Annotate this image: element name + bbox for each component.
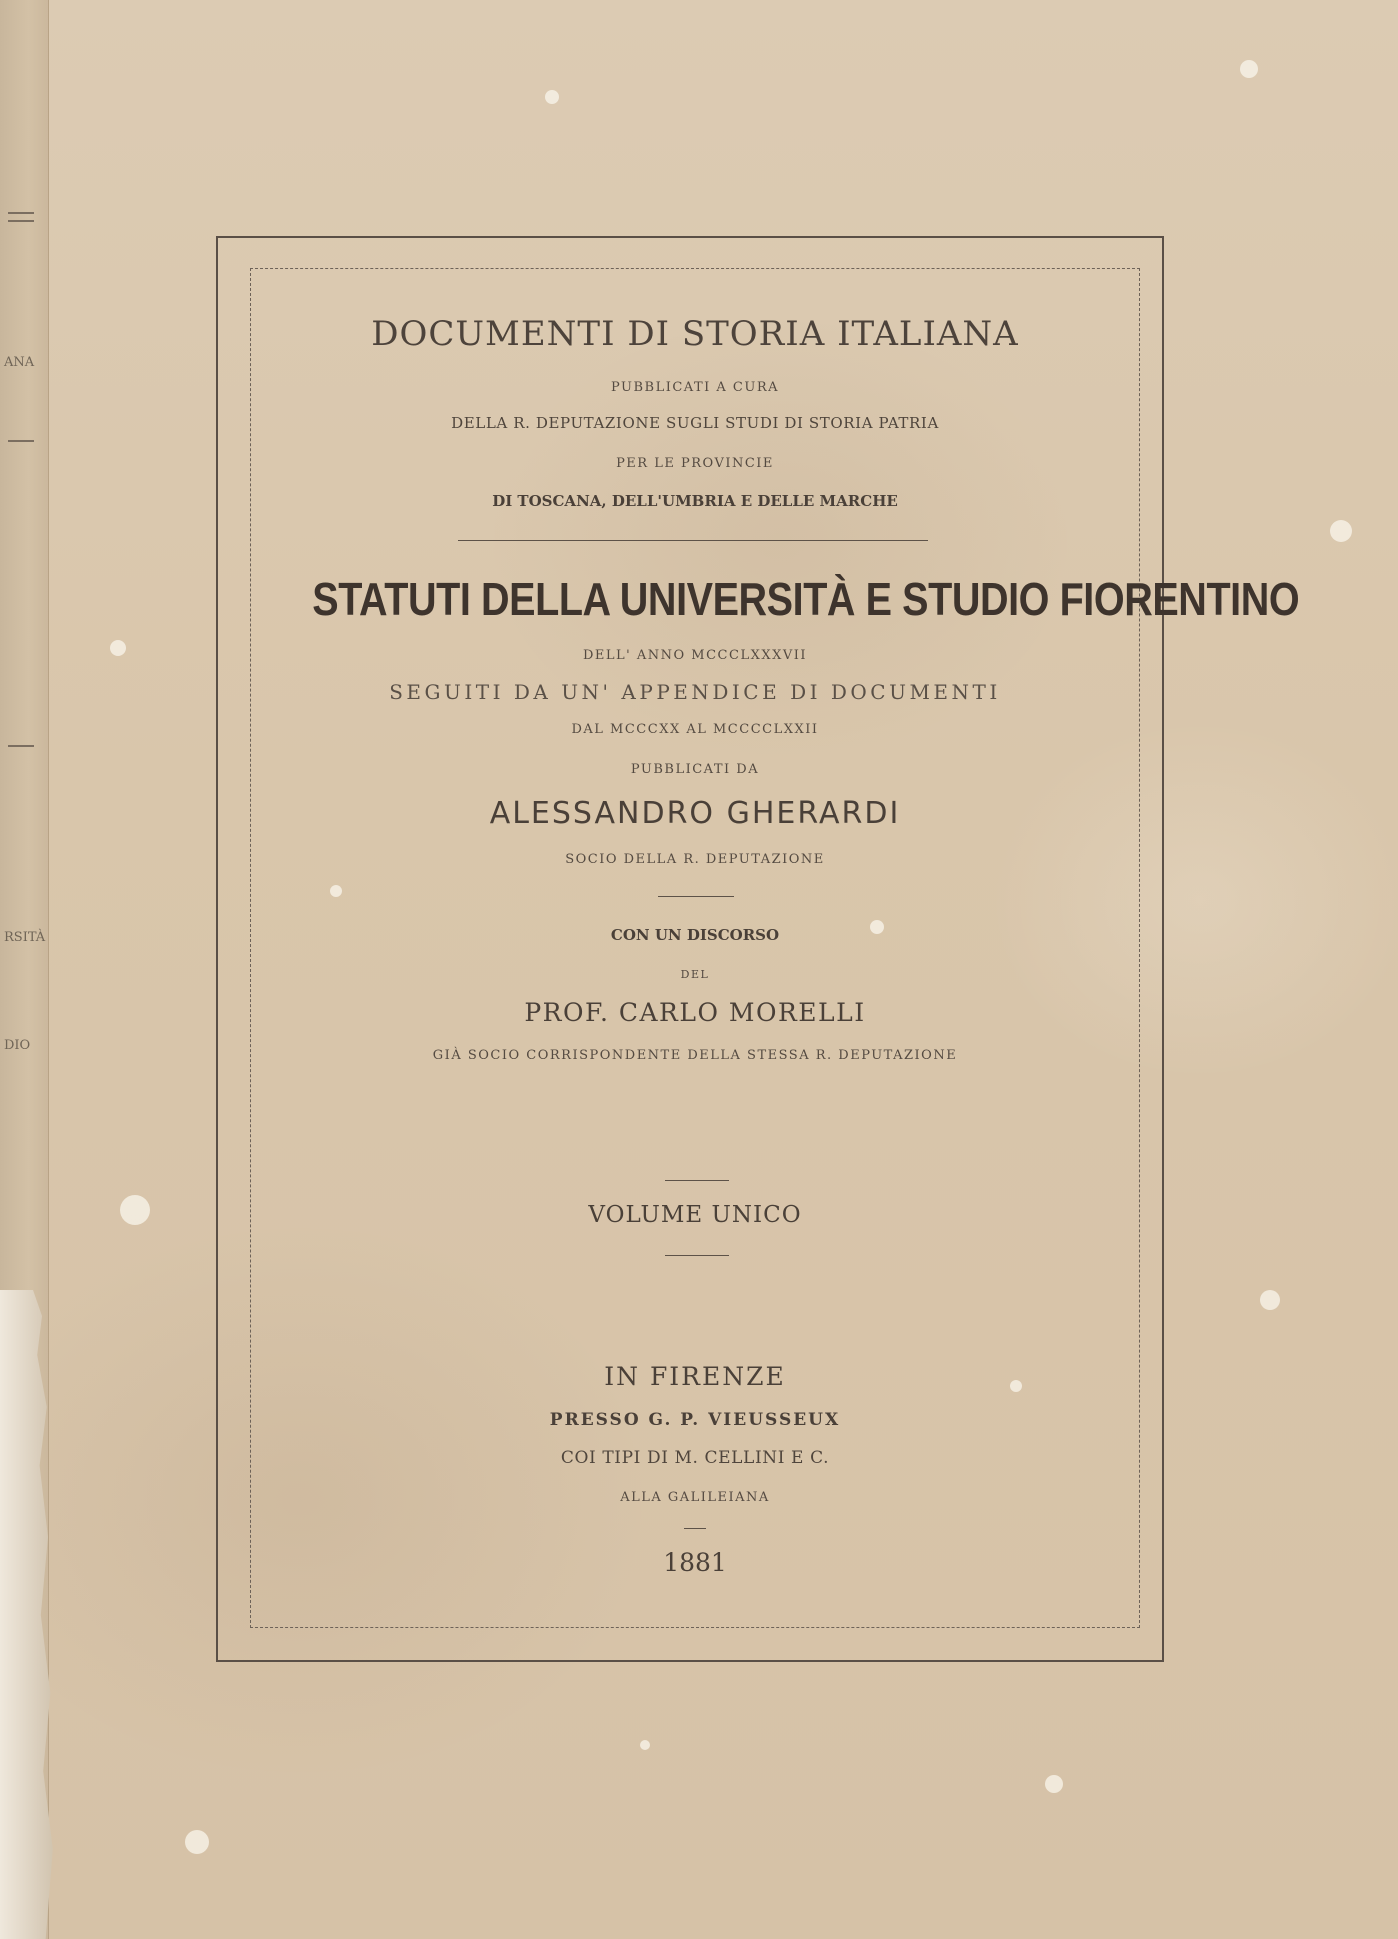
foxing-spot — [545, 90, 559, 104]
short-rule — [665, 1255, 729, 1256]
editor-intro: PUBBLICATI DA — [630, 762, 760, 777]
publisher-note-2: DELLA R. DEPUTAZIONE SUGLI STUDI DI STORIA PATRIA — [451, 414, 939, 432]
short-rule — [665, 1180, 729, 1181]
foxing-spot — [1045, 1775, 1063, 1793]
editor-name: ALESSANDRO GHERARDI — [489, 796, 901, 831]
foxing-spot — [185, 1830, 209, 1854]
spine-rule — [8, 212, 34, 214]
foxing-spot — [640, 1740, 650, 1750]
range-line: DAL MCCCXX AL MCCCCLXXII — [571, 722, 819, 737]
spine-rule — [8, 440, 34, 442]
foxing-spot — [1330, 520, 1352, 542]
spine-rule — [8, 220, 34, 222]
series-title: DOCUMENTI DI STORIA ITALIANA — [371, 314, 1019, 354]
torn-spine-edge — [0, 1290, 60, 1939]
printer: COI TIPI DI M. CELLINI E C. — [560, 1448, 830, 1468]
discourse-line: CON UN DISCORSO — [610, 926, 780, 944]
appendix-line: SEGUITI DA UN' APPENDICE DI DOCUMENTI — [389, 680, 1001, 704]
foxing-spot — [110, 640, 126, 656]
foxing-spot — [1240, 60, 1258, 78]
publisher-note-3: PER LE PROVINCIE — [616, 456, 774, 471]
spine-text-top: ANA — [4, 355, 35, 370]
foxing-spot — [120, 1195, 150, 1225]
publisher-note-4: DI TOSCANA, DELL'UMBRIA E DELLE MARCHE — [492, 492, 898, 510]
volume-label: VOLUME UNICO — [588, 1202, 802, 1228]
spine-rule — [8, 745, 34, 747]
discourse-author-role: GIÀ SOCIO CORRISPONDENTE DELLA STESSA R. DEPUTAZIONE — [432, 1048, 958, 1063]
discourse-del: DEL — [680, 968, 710, 981]
editor-role: SOCIO DELLA R. DEPUTAZIONE — [565, 852, 825, 867]
divider-rule — [458, 540, 928, 541]
publisher-note-1: PUBBLICATI A CURA — [610, 380, 779, 395]
place: IN FIRENZE — [604, 1362, 786, 1391]
publisher: PRESSO G. P. VIEUSSEUX — [549, 1410, 841, 1430]
spine-text-low: DIO — [4, 1038, 31, 1053]
year-line: DELL' ANNO MCCCLXXXVII — [582, 648, 808, 663]
publication-year: 1881 — [663, 1548, 727, 1577]
printer-sub: ALLA GALILEIANA — [620, 1490, 770, 1505]
foxing-spot — [1260, 1290, 1280, 1310]
spine-text-mid: RSITÀ — [4, 930, 46, 945]
discourse-author: PROF. CARLO MORELLI — [524, 998, 866, 1027]
short-rule — [658, 896, 734, 897]
short-rule — [684, 1528, 706, 1529]
book-title: STATUTI DELLA UNIVERSITÀ E STUDIO FIORENTINO — [312, 573, 1300, 625]
